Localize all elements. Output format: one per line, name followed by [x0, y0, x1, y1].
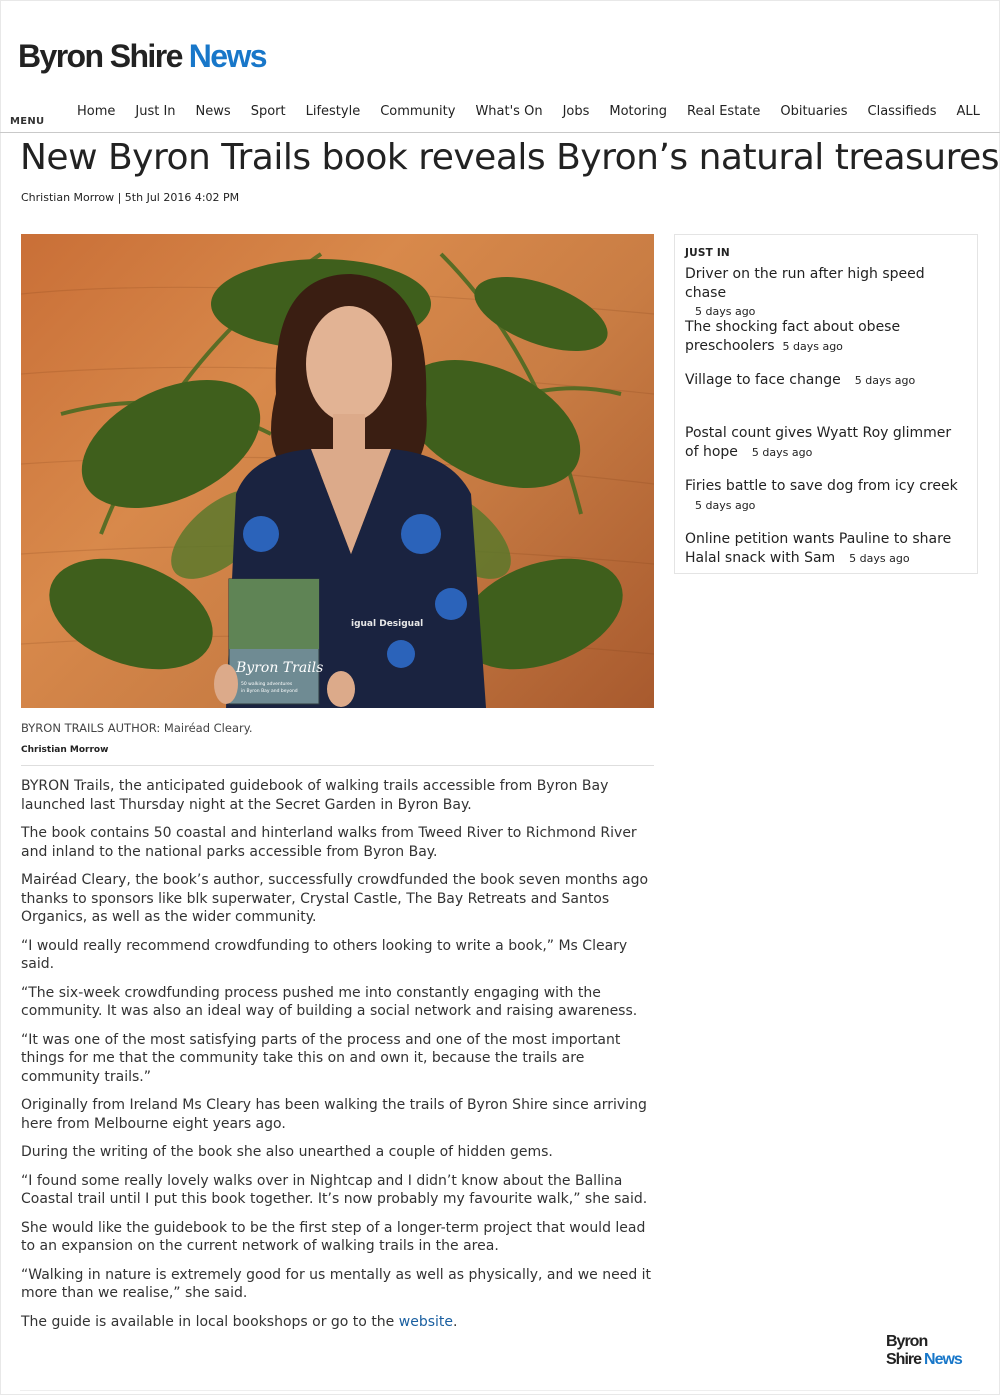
article-paragraph: She would like the guidebook to be the first step of a longer-term project that would lead to an expansion on the current network of walking trails in the area.	[21, 1219, 646, 1254]
website-link[interactable]: website	[398, 1313, 453, 1330]
article-body	[21, 777, 661, 1341]
nav-item-motoring[interactable]: Motoring	[609, 104, 668, 119]
logo-text-accent: News	[188, 38, 266, 74]
story-age: 5 days ago	[751, 445, 813, 459]
article-paragraph: Originally from Ireland Ms Cleary has been walking the trails of Byron Shire since arriving here from Melbourne eight years ago.	[21, 1097, 647, 1132]
story-age: 5 days ago	[849, 551, 910, 565]
book-cover-title: Byron Trails	[236, 660, 324, 676]
photo-caption: BYRON TRAILS AUTHOR: Mairéad Cleary.	[21, 721, 253, 735]
nav-item-real-estate[interactable]: Real Estate	[687, 104, 761, 119]
photo-credit: Christian Morrow	[21, 745, 109, 755]
nav-divider	[0, 132, 1000, 133]
nav-item-whats-on[interactable]: What's On	[475, 104, 543, 119]
photo-illustration	[21, 234, 654, 708]
nav-item-obituaries[interactable]: Obituaries	[780, 104, 848, 119]
article-paragraph: “I found some really lovely walks over in Nightcap and I didn’t know about the Ballina Coastal trail until I put this book together. It’s now probably my favourite walk,” she said.	[21, 1172, 648, 1207]
nav-item-news[interactable]: News	[195, 104, 231, 119]
article-paragraph: The book contains 50 coastal and hinterland walks from Tweed River to Richmond River and inland to the national parks accessible from Byron Bay.	[21, 825, 637, 860]
story-age: 5 days ago	[695, 498, 756, 512]
nav-item-classifieds[interactable]: Classifieds	[867, 104, 937, 119]
nav-item-all[interactable]: ALL	[956, 104, 980, 119]
sidebar-story[interactable]	[685, 318, 967, 356]
just-in-sidebar	[674, 234, 978, 574]
nav-item-lifestyle[interactable]: Lifestyle	[305, 104, 361, 119]
article-photo[interactable]	[21, 234, 654, 708]
story-age: 5 days ago	[782, 339, 843, 353]
article-paragraph: BYRON Trails, the anticipated guidebook of walking trails accessible from Byron Bay launched last Thursday night at the Secret Garden in Byron Bay.	[21, 778, 609, 813]
sidebar-story[interactable]	[685, 530, 967, 568]
article-paragraph: Mairéad Cleary, the book’s author, successfully crowdfunded the book seven months ago thanks to sponsors like blk superwater, Crystal Castle, The Bay Retreats and Santos Organics, as well as the wider community.	[21, 872, 649, 925]
story-age: 5 days ago	[854, 374, 916, 387]
nav-item-just-in[interactable]: Just In	[135, 104, 176, 119]
story-title[interactable]: Village to face change	[685, 372, 841, 388]
caption-divider	[21, 765, 654, 766]
sidebar-story[interactable]	[685, 477, 967, 515]
sidebar-story[interactable]	[685, 424, 967, 462]
last-paragraph-end: .	[453, 1313, 458, 1330]
story-title[interactable]: Driver on the run after high speed chase	[685, 266, 925, 301]
article-headline: New Byron Trails book reveals Byron’s natural treasures	[20, 137, 1000, 178]
shirt-print-text: igual Desigual	[351, 619, 424, 629]
story-title[interactable]: Firies battle to save dog from icy creek	[685, 478, 958, 494]
story-title[interactable]: The shocking fact about obese preschoolers	[685, 319, 901, 354]
article-paragraph: “It was one of the most satisfying parts of the process and one of the most important things for me that the community take this on and own it, because the trails are community trails.”	[21, 1031, 621, 1085]
sidebar-story[interactable]	[685, 265, 967, 322]
site-logo[interactable]	[18, 38, 266, 78]
footer-logo-text-accent: News	[924, 1351, 962, 1368]
story-age: 5 days ago	[695, 305, 756, 318]
article-paragraph: During the writing of the book she also unearthed a couple of hidden gems.	[21, 1144, 553, 1160]
footer-logo[interactable]	[886, 1333, 1000, 1369]
nav-item-community[interactable]: Community	[380, 104, 456, 119]
menu-button[interactable]: MENU	[10, 116, 45, 127]
last-paragraph-text: The guide is available in local bookshops or go to the	[21, 1313, 399, 1330]
article-paragraph: “The six-week crowdfunding process pushed me into constantly engaging with the community. It was also an ideal way of building a social network and raising awareness.	[21, 984, 638, 1019]
book-cover-subtitle-1: 50 walking adventures	[241, 682, 293, 687]
main-nav	[67, 103, 990, 121]
footer-divider	[20, 1390, 980, 1391]
sidebar-story[interactable]	[685, 371, 967, 391]
nav-item-sport[interactable]: Sport	[250, 104, 286, 119]
sidebar-title: JUST IN	[685, 247, 730, 259]
article-byline: Christian Morrow | 5th Jul 2016 4:02 PM	[21, 191, 240, 204]
story-title[interactable]: Postal count gives Wyatt Roy glimmer of hope	[685, 425, 952, 460]
footer-logo-text-primary: Byron Shire	[886, 1333, 928, 1368]
article-paragraph: “Walking in nature is extremely good for us mentally as well as physically, and we need it more than we realise,” she said.	[21, 1266, 652, 1301]
article-paragraph: “I would really recommend crowdfunding to others looking to write a book,” Ms Cleary said.	[21, 937, 628, 972]
book-cover-subtitle-2: in Byron Bay and beyond	[241, 689, 298, 694]
article-paragraph-last	[21, 1313, 661, 1332]
nav-item-jobs[interactable]: Jobs	[562, 104, 590, 119]
nav-item-home[interactable]: Home	[77, 104, 116, 119]
story-title[interactable]: Online petition wants Pauline to share Halal snack with Sam	[685, 531, 952, 566]
logo-text-primary: Byron Shire	[18, 38, 182, 74]
